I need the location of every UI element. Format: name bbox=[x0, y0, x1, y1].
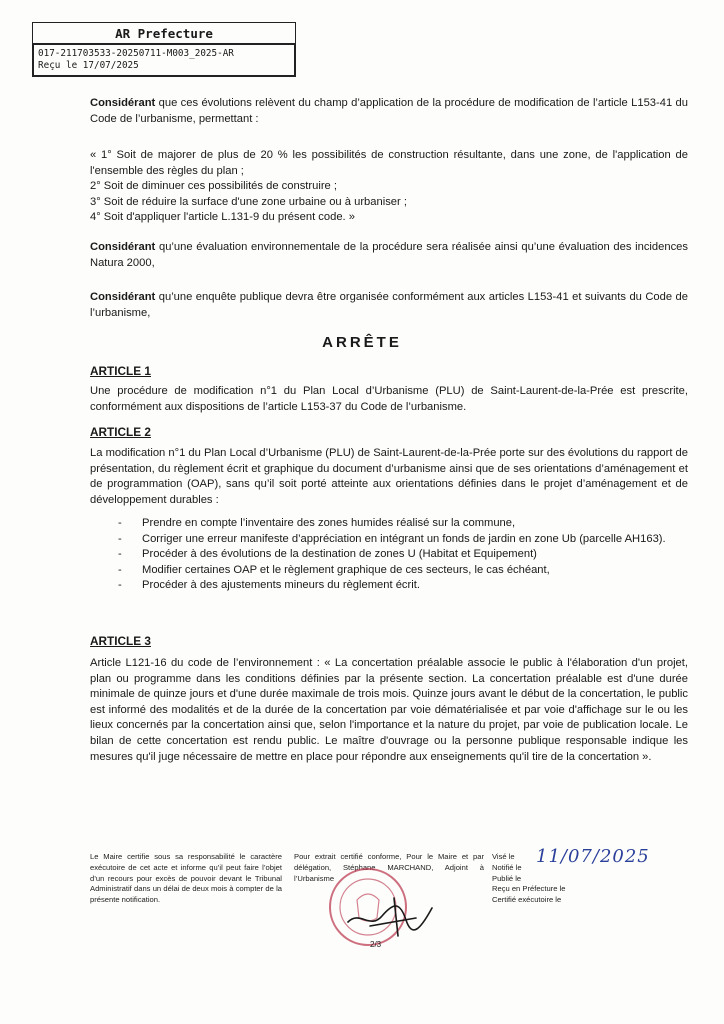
article-1-text: Une procédure de modification n°1 du Plan Local d’Urbanisme (PLU) de Saint-Laurent-de-la-Prée est prescrite, conformément aux dispositions de l’article L153-37 du Code de l’urbanisme. bbox=[90, 385, 688, 413]
ar-prefecture-stamp bbox=[32, 22, 296, 77]
article-2-list bbox=[118, 516, 690, 594]
recu-label: Reçu en Préfecture le bbox=[492, 884, 566, 894]
stamp-title: AR Prefecture bbox=[32, 22, 296, 43]
quote-line-3: 3° Soit de réduire la surface d'une zone urbaine ou à urbaniser ; bbox=[90, 195, 407, 208]
list-item: - Procéder à des évolutions de la destination de zones U (Habitat et Equipement) bbox=[118, 548, 537, 561]
considerant-3-keyword: Considérant bbox=[90, 291, 156, 303]
page-number: 2/3 bbox=[370, 940, 382, 949]
list-item: - Prendre en compte l’inventaire des zones humides réalisé sur la commune, bbox=[118, 517, 516, 529]
list-item: - Modifier certaines OAP et le règlement graphique de ces secteurs, le cas échéant, bbox=[118, 563, 550, 576]
article-2-text: La modification n°1 du Plan Local d’Urbanisme (PLU) de Saint-Laurent-de-la-Prée porte sur des évolutions du rapport de présentation, du règlement écrit et graphique du document d’urbanisme ainsi que de ses orientations d’aménagement et de programmation (OAP), sans qu’il soit porté atteinte aux orientations définies dans le projet d’aménagement et de développement durables : bbox=[90, 447, 688, 506]
article-1-title: ARTICLE 1 bbox=[90, 364, 151, 378]
stamp-received-date: Reçu le 17/07/2025 bbox=[38, 60, 139, 71]
code-quote bbox=[90, 148, 688, 226]
maire-certification: Le Maire certifie sous sa responsabilité le caractère exécutoire de cet acte et informe qu’il peut faire l’objet d’un recours pour excès de pouvoir devant le Tribunal Administratif dans un délai de deux mois à compter de la présente notification. bbox=[90, 852, 282, 905]
extrait-conforme: Pour extrait certifié conforme, Pour le Maire et par délégation, Stéphane MARCHAND, Adjoint à l’Urbanisme bbox=[294, 852, 484, 883]
signature-icon bbox=[340, 890, 440, 940]
notifie-label: Notifié le bbox=[492, 862, 522, 872]
list-item: - Corriger une erreur manifeste d’appréciation en intégrant un fonds de jardin en zone Ub (parcelle AH163). bbox=[118, 532, 666, 545]
handwritten-date: 11/07/2025 bbox=[536, 846, 650, 867]
publie-label: Publié le bbox=[492, 873, 522, 883]
article-1-body bbox=[90, 384, 688, 415]
considerant-1-keyword: Considérant bbox=[90, 97, 156, 109]
stamp-body bbox=[32, 43, 296, 77]
vise-label: Visé le bbox=[492, 852, 515, 861]
considerant-3-text: qu’une enquête publique devra être organisée conformément aux articles L153-41 et suivants du Code de l’urbanisme, bbox=[90, 291, 688, 319]
considerant-1 bbox=[90, 96, 688, 127]
article-3-text: Article L121-16 du code de l’environnement : « La concertation préalable associe le public à l'élaboration d'un projet, plan ou programme dans les conditions définies par la présente section. La concertation préalable est d'une durée minimale de quinze jours et d'une durée maximale de trois mois. Quinze jours avant le début de la concertation, le public est informé des modalités et de la durée de la concertation par voie dématérialisée et par voie d'affichage sur le ou les lieux concernés par la concertation ainsi que, selon l'importance et la nature du projet, par voie de publication locale. Le bilan de cette concertation est rendu public. Le maître d'ouvrage ou la personne publique responsable indique les mesures qu'il juge nécessaire de mettre en place pour répondre aux enseignements qu'il tire de la concertation ». bbox=[90, 657, 688, 763]
list-item: - Procéder à des ajustements mineurs du règlement écrit. bbox=[118, 579, 420, 592]
considerant-1-text: que ces évolutions relèvent du champ d’application de la procédure de modification de l’article L153-41 du Code de l’urbanisme, permettant : bbox=[90, 97, 688, 125]
arrete-heading: ARRÊTE bbox=[322, 334, 402, 351]
article-2-body bbox=[90, 446, 688, 508]
quote-line-2: 2° Soit de diminuer ces possibilités de construire ; bbox=[90, 180, 337, 193]
quote-line-4: 4° Soit d'appliquer l'article L.131-9 du présent code. » bbox=[90, 211, 355, 224]
considerant-2-text: qu’une évaluation environnementale de la procédure sera réalisée ainsi qu’une évaluation des incidences Natura 2000, bbox=[90, 241, 688, 269]
certifie-label: Certifié exécutoire le bbox=[492, 895, 562, 905]
considerant-2-keyword: Considérant bbox=[90, 241, 156, 253]
stamp-reference: 017-211703533-20250711-M003_2025-AR bbox=[38, 48, 234, 59]
article-3-body bbox=[90, 656, 688, 765]
considerant-2 bbox=[90, 240, 688, 271]
article-2-title: ARTICLE 2 bbox=[90, 425, 151, 439]
article-3-title: ARTICLE 3 bbox=[90, 634, 151, 648]
considerant-3 bbox=[90, 290, 688, 321]
quote-line-1: « 1° Soit de majorer de plus de 20 % les possibilités de construction résultante, dans une zone, de l'application de l'ensemble des règles du plan ; bbox=[90, 149, 688, 177]
